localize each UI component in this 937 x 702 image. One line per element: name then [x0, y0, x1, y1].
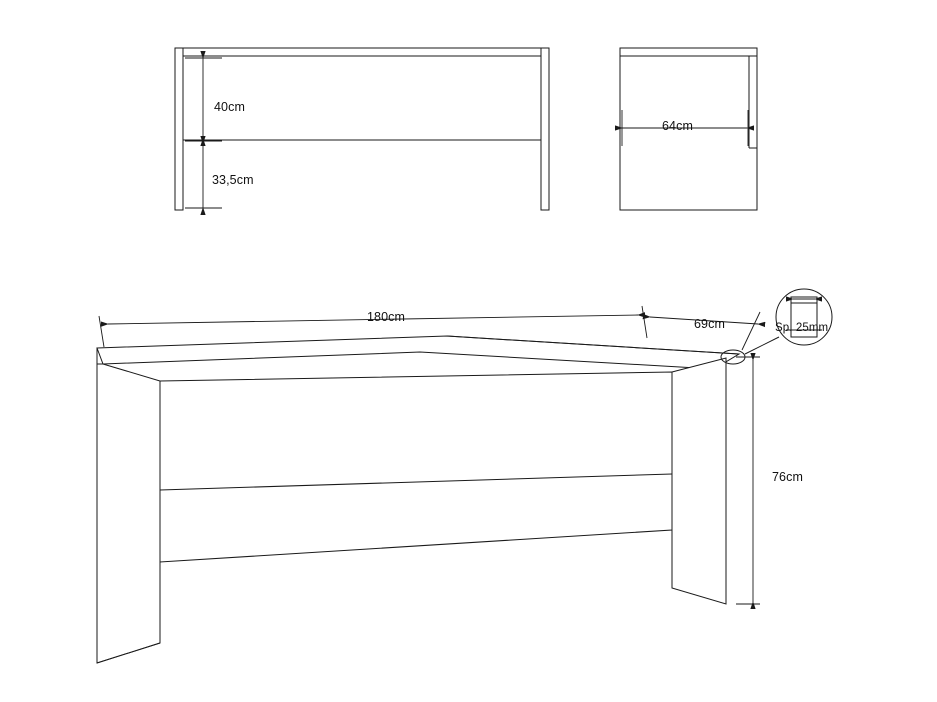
front-height-lower-label: 33,5cm: [212, 173, 254, 187]
side-width-label: 64cm: [662, 119, 693, 133]
top-depth-label: 69cm: [694, 317, 725, 331]
height-dimension: [736, 357, 760, 604]
total-height-label: 76cm: [772, 470, 803, 484]
top-length-label: 180cm: [367, 310, 406, 324]
panel-thickness-label: Sp. 25mm: [775, 322, 829, 334]
perspective-view: [97, 336, 739, 663]
front-height-upper-label: 40cm: [214, 100, 245, 114]
